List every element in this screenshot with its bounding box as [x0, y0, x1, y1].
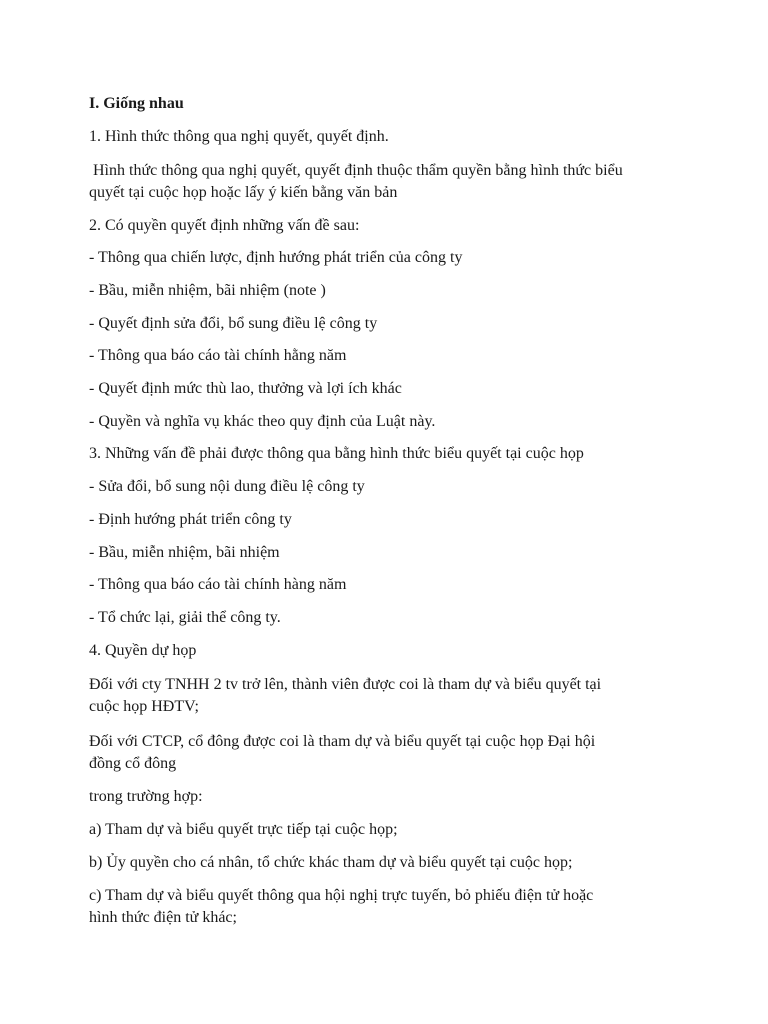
item-3-bullet-2: - Định hướng phát triển công ty	[89, 511, 292, 528]
item-2-bullet-2: - Bầu, miễn nhiệm, bãi nhiệm (note )	[89, 282, 326, 299]
item-4-para-1-line-2: cuộc họp HĐTV;	[89, 698, 199, 715]
item-4-para-2-line-2: đồng cổ đông	[89, 755, 177, 772]
item-2-bullet-3: - Quyết định sửa đổi, bổ sung điều lệ công ty	[89, 315, 378, 332]
item-1-title: 1. Hình thức thông qua nghị quyết, quyết định.	[89, 128, 389, 145]
item-2-bullet-6: - Quyền và nghĩa vụ khác theo quy định của Luật này.	[89, 413, 436, 430]
item-2-title: 2. Có quyền quyết định những vấn đề sau:	[89, 217, 360, 234]
section-heading: I. Giống nhau	[89, 95, 184, 112]
item-2-bullet-5: - Quyết định mức thù lao, thưởng và lợi ích khác	[89, 380, 402, 397]
item-1-body-line-2: quyết tại cuộc họp hoặc lấy ý kiến bằng văn bản	[89, 184, 398, 201]
item-4-option-a: a) Tham dự và biểu quyết trực tiếp tại cuộc họp;	[89, 821, 398, 838]
item-3-bullet-3: - Bầu, miễn nhiệm, bãi nhiệm	[89, 544, 280, 561]
item-4-title: 4. Quyền dự họp	[89, 642, 197, 659]
item-4-para-3: trong trường hợp:	[89, 788, 203, 805]
item-1-body-line-1: Hình thức thông qua nghị quyết, quyết định thuộc thẩm quyền bằng hình thức biểu	[93, 162, 623, 179]
item-4-para-1-line-1: Đối với cty TNHH 2 tv trở lên, thành viên được coi là tham dự và biểu quyết tại	[89, 676, 602, 693]
item-4-option-c-line-2: hình thức điện tử khác;	[89, 909, 237, 926]
item-2-bullet-4: - Thông qua báo cáo tài chính hằng năm	[89, 347, 347, 364]
item-2-bullet-1: - Thông qua chiến lược, định hướng phát triển của công ty	[89, 249, 463, 266]
item-3-title: 3. Những vấn đề phải được thông qua bằng hình thức biểu quyết tại cuộc họp	[89, 445, 584, 462]
item-4-option-b: b) Ủy quyền cho cá nhân, tổ chức khác tham dự và biểu quyết tại cuộc họp;	[89, 854, 573, 871]
item-3-bullet-1: - Sửa đổi, bổ sung nội dung điều lệ công ty	[89, 478, 365, 495]
item-3-bullet-5: - Tổ chức lại, giải thể công ty.	[89, 609, 281, 626]
item-4-option-c-line-1: c) Tham dự và biểu quyết thông qua hội nghị trực tuyến, bỏ phiếu điện tử hoặc	[89, 887, 594, 904]
item-4-para-2-line-1: Đối với CTCP, cổ đông được coi là tham dự và biểu quyết tại cuộc họp Đại hội	[89, 733, 596, 750]
item-3-bullet-4: - Thông qua báo cáo tài chính hàng năm	[89, 576, 347, 593]
